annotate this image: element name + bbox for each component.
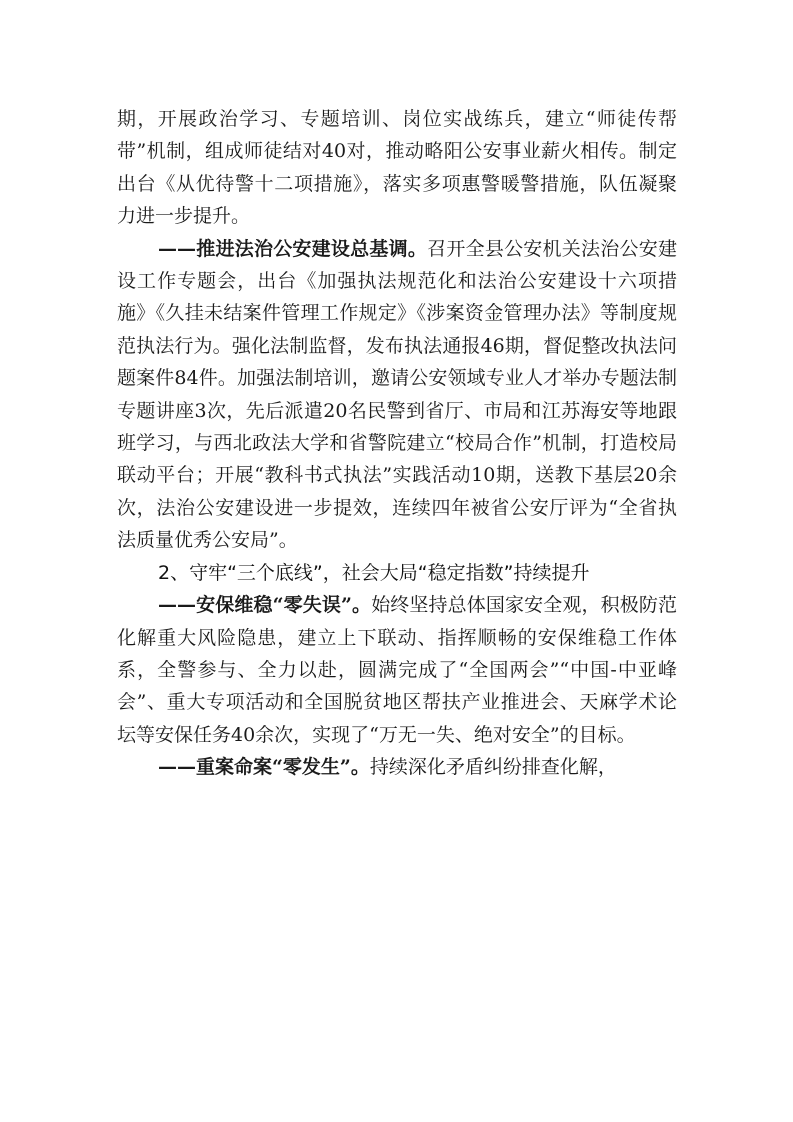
paragraph-security bbox=[117, 589, 677, 751]
paragraph-major-cases bbox=[117, 751, 677, 783]
paragraph-lead-heading: ——重案命案“零发生”。 bbox=[158, 756, 370, 779]
paragraph-text: 持续深化矛盾纠纷排查化解， bbox=[369, 756, 617, 779]
paragraph-lead-heading: ——安保维稳“零失误”。 bbox=[158, 594, 372, 617]
paragraph-team-building bbox=[117, 103, 677, 233]
section-heading-text: 2、守牢“三个底线”，社会大局“稳定指数”持续提升 bbox=[158, 561, 590, 584]
paragraph-text: 始终坚持总体国家安全观，积极防范化解重大风险隐患，建立上下联动、指挥顺畅的安保维稳工作体系，全警参与、全力以赴，圆满完成了“全国两会”“中国-中亚峰会”、重大专项活动和全国脱贫地区帮扶产业推进会、天麻学术论坛等安保任务40余次，实现了“万无一失、绝对安全”的目标。 bbox=[117, 594, 677, 746]
section-heading-three-bottom-lines bbox=[117, 557, 677, 589]
paragraph-rule-of-law bbox=[117, 233, 677, 557]
document-body bbox=[117, 103, 677, 784]
paragraph-text: 召开全县公安机关法治公安建设工作专题会，出台《加强执法规范化和法治公安建设十六项措施》《久挂未结案件管理工作规定》《涉案资金管理办法》等制度规范执法行为。强化法制监督，发布执法通报46期，督促整改执法问题案件84件。加强法制培训，邀请公安领域专业人才举办专题法制专题讲座3次，先后派遣20名民警到省厅、市局和江苏海安等地跟班学习，与西北政法大学和省警院建立“校局合作”机制，打造校局联动平台；开展“教科书式执法”实践活动10期，送教下基层20余次，法治公安建设进一步提效，连续四年被省公安厅评为“全省执法质量优秀公安局”。 bbox=[117, 237, 677, 552]
paragraph-lead-heading: ——推进法治公安建设总基调。 bbox=[158, 237, 428, 260]
paragraph-text: 期，开展政治学习、专题培训、岗位实战练兵，建立“师徒传帮带”机制，组成师徒结对40对，推动略阳公安事业薪火相传。制定出台《从优待警十二项措施》，落实多项惠警暖警措施，队伍凝聚力进一步提升。 bbox=[117, 108, 677, 228]
